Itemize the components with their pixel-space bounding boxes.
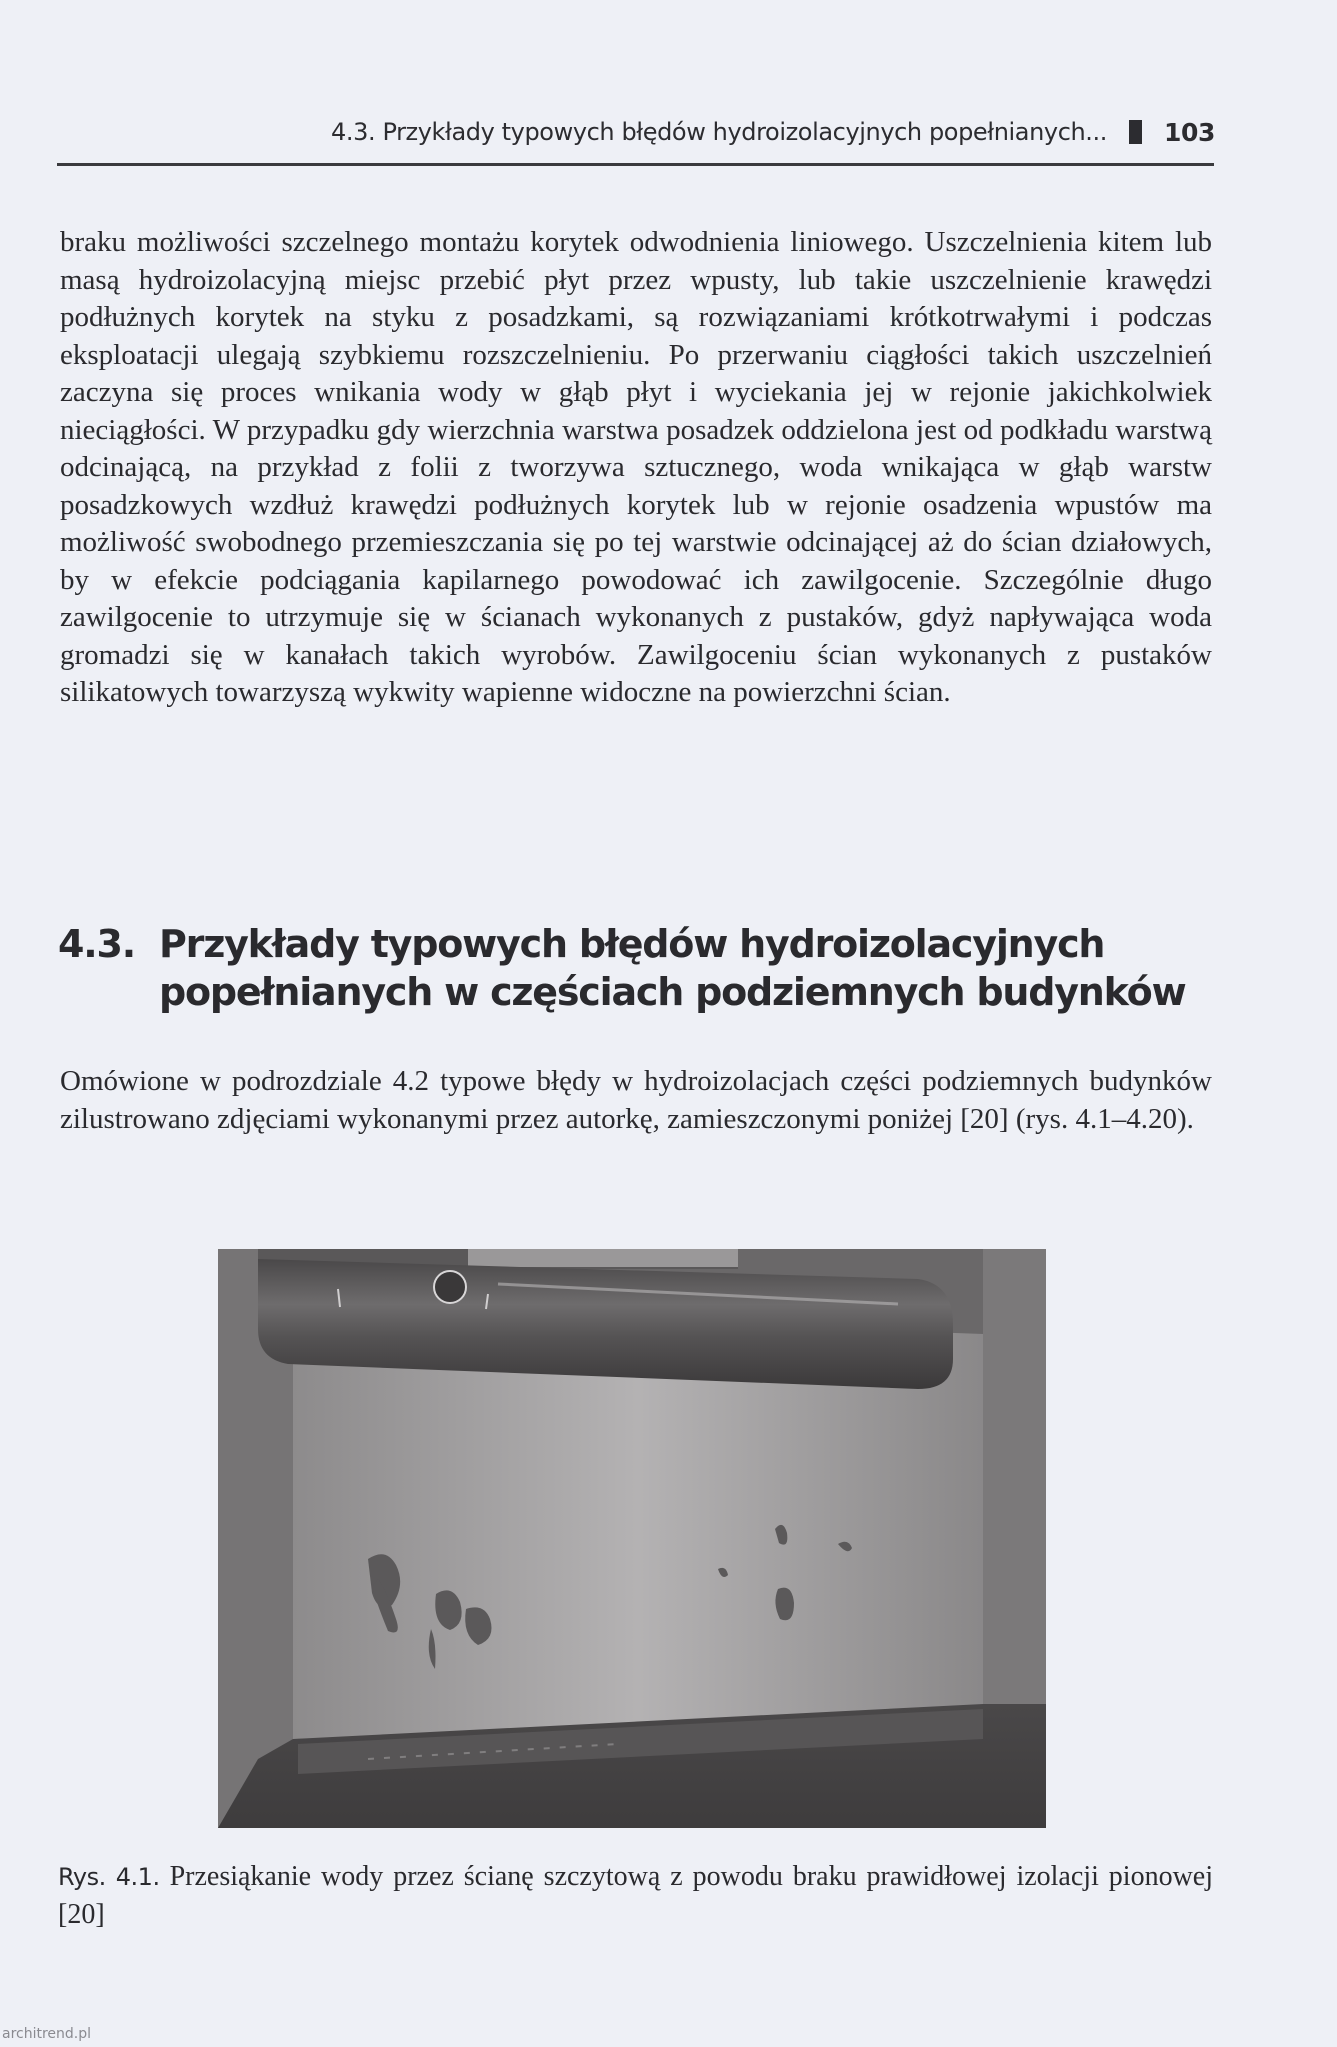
section-title: Przykłady typowych błędów hydroizolacyjnych popełnianych w częściach podziemnych budynków <box>159 922 1186 1014</box>
body-paragraph-2: Omówione w podrozdziale 4.2 typowe błędy w hydroizolacjach części podziemnych budynków zilustrowano zdjęciami wykonanymi przez autorkę, zamieszczonymi poniżej [20] (rys. 4.1–4.20). <box>60 1065 1212 1135</box>
running-head <box>225 112 1215 152</box>
header-rule <box>57 163 1214 166</box>
body-paragraph-1: braku możliwości szczelnego montażu korytek odwodnienia liniowego. Uszczelnienia kitem lub masą hydroizolacyjną miejsc przebić płyt przez wpusty, lub takie uszczelnienie krawędzi podłużnych korytek na styku z posadzkami, są rozwiązaniami krótkotrwałymi i podczas eksploatacji ulegają szybkiemu rozszczelnieniu. Po przerwaniu ciągłości takich uszczelnień zaczyna się proces wnikania wody w głąb płyt i wyciekania jej w rejonie jakichkolwiek nieciągłości. W przypadku gdy wierzchnia warstwa posadzek oddzielona jest od podkładu warstwą odcinającą, na przykład z folii z tworzywa sztucznego, woda wnikająca w głąb warstw posadzkowych wzdłuż krawędzi podłużnych korytek lub w rejonie osadzenia wpustów ma możliwość swobodnego przemieszczania się po tej warstwie odcinającej aż do ścian działowych, by w efekcie podciągania kapilarnego powodować ich zawilgocenie. Szczególnie długo zawilgocenie to utrzymuje się w ścianach wykonanych z pustaków, gdyż napływająca woda gromadzi się w kanałach takich wyrobów. Zawilgoceniu ścian wykonanych z pustaków silikatowych towarzyszą wykwity wapienne widoczne na powierzchni ścian. <box>60 226 1212 708</box>
section-heading <box>58 920 1238 1016</box>
watermark: architrend.pl <box>2 2026 92 2042</box>
page-number: 103 <box>1164 117 1215 147</box>
figure-caption <box>58 1858 1213 1933</box>
running-head-square-icon <box>1129 120 1142 144</box>
figure-caption-text: Przesiąkanie wody przez ścianę szczytową z powodu braku prawidłowej izolacji pionowej [20] <box>58 1861 1214 1930</box>
figure-label: Rys. 4.1. <box>58 1863 160 1891</box>
figure-photo-damp-wall <box>218 1249 1046 1828</box>
running-head-title: 4.3. Przykłady typowych błędów hydroizolacyjnych popełnianych... <box>331 118 1107 146</box>
section-number: 4.3. <box>58 922 135 966</box>
